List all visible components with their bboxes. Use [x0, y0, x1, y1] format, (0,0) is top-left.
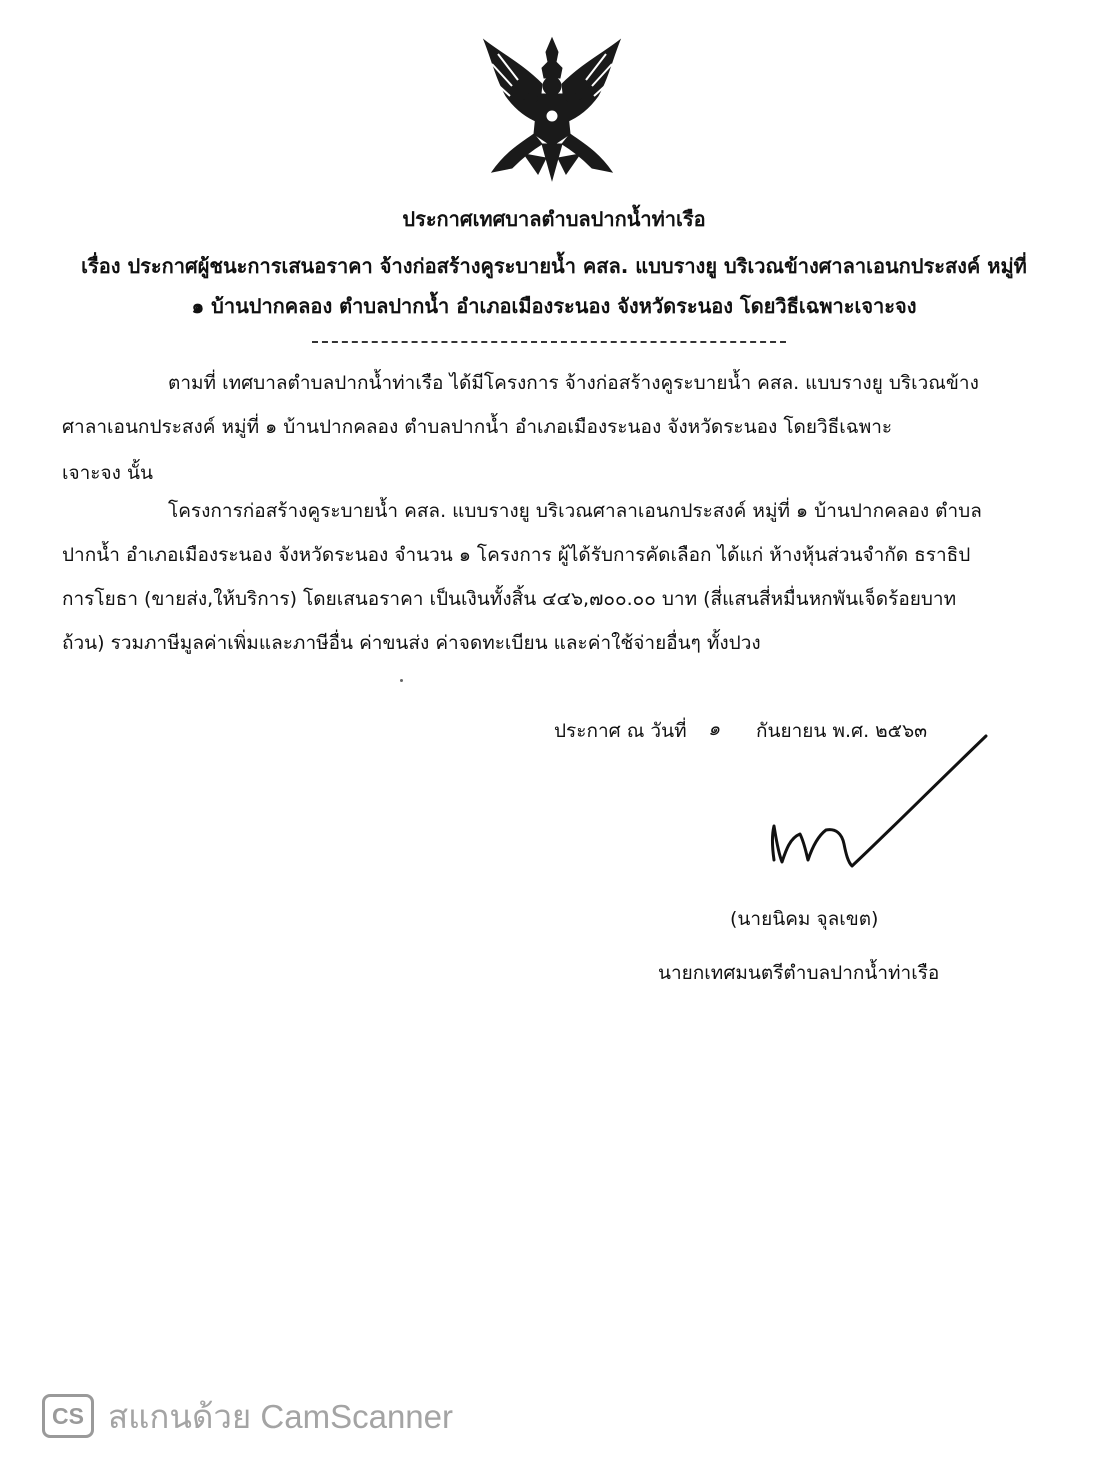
- date-prefix: ประกาศ ณ วันที่: [554, 720, 687, 742]
- paragraph-1-line-1: ตามที่ เทศบาลตำบลปากน้ำท่าเรือ ได้มีโครงการ จ้างก่อสร้างคูระบายน้ำ คสล. แบบรางยู บริเวณข้าง: [168, 372, 979, 394]
- subject-line-2: ๑ บ้านปากคลอง ตำบลปากน้ำ อำเภอเมืองระนอง จังหวัดระนอง โดยวิธีเฉพาะเจาะจง: [191, 294, 917, 318]
- date-month-year: กันยายน พ.ศ. ๒๕๖๓: [756, 720, 928, 742]
- signatory-position: นายกเทศมนตรีตำบลปากน้ำท่าเรือ: [658, 962, 940, 984]
- paragraph-1-line-2: ศาลาเอนกประสงค์ หมู่ที่ ๑ บ้านปากคลอง ตำบลปากน้ำ อำเภอเมืองระนอง จังหวัดระนอง โดยวิธีเฉพาะ: [62, 416, 893, 438]
- scan-speck: [400, 679, 403, 682]
- date-day: ๑: [708, 718, 721, 740]
- subject-line-1: เรื่อง ประกาศผู้ชนะการเสนอราคา จ้างก่อสร้างคูระบายน้ำ คสล. แบบรางยู บริเวณข้างศาลาเอนกประสงค์ หมู่ที่: [81, 254, 1027, 278]
- camscanner-logo-icon: CS: [42, 1394, 94, 1438]
- paragraph-2-line-3: การโยธา (ขายส่ง,ให้บริการ) โดยเสนอราคา เป็นเงินทั้งสิ้น ๔๔๖,๗๐๐.๐๐ บาท (สี่แสนสี่หมื่นหกพันเจ็ดร้อยบาท: [62, 588, 957, 610]
- paragraph-2-line-2: ปากน้ำ อำเภอเมืองระนอง จังหวัดระนอง จำนวน ๑ โครงการ ผู้ได้รับการคัดเลือก ได้แก่ ห้างหุ้นส่วนจำกัด ธราธิป: [62, 544, 971, 566]
- paragraph-1-line-3: เจาะจง นั้น: [62, 462, 153, 484]
- handwritten-signature: [760, 730, 1000, 880]
- announcement-title: ประกาศเทศบาลตำบลปากน้ำท่าเรือ: [402, 207, 706, 231]
- paragraph-2-line-1: โครงการก่อสร้างคูระบายน้ำ คสล. แบบรางยู บริเวณศาลาเอนกประสงค์ หมู่ที่ ๑ บ้านปากคลอง ตำบล: [168, 500, 982, 522]
- camscanner-text: สแกนด้วย CamScanner: [108, 1397, 454, 1435]
- signatory-name: (นายนิคม จุลเขต): [730, 908, 879, 930]
- camscanner-watermark: [42, 1392, 453, 1440]
- garuda-emblem-icon: [472, 34, 632, 184]
- header-divider: [312, 341, 786, 343]
- paragraph-2-line-4: ถ้วน) รวมภาษีมูลค่าเพิ่มและภาษีอื่น ค่าขนส่ง ค่าจดทะเบียน และค่าใช้จ่ายอื่นๆ ทั้งปวง: [62, 632, 761, 654]
